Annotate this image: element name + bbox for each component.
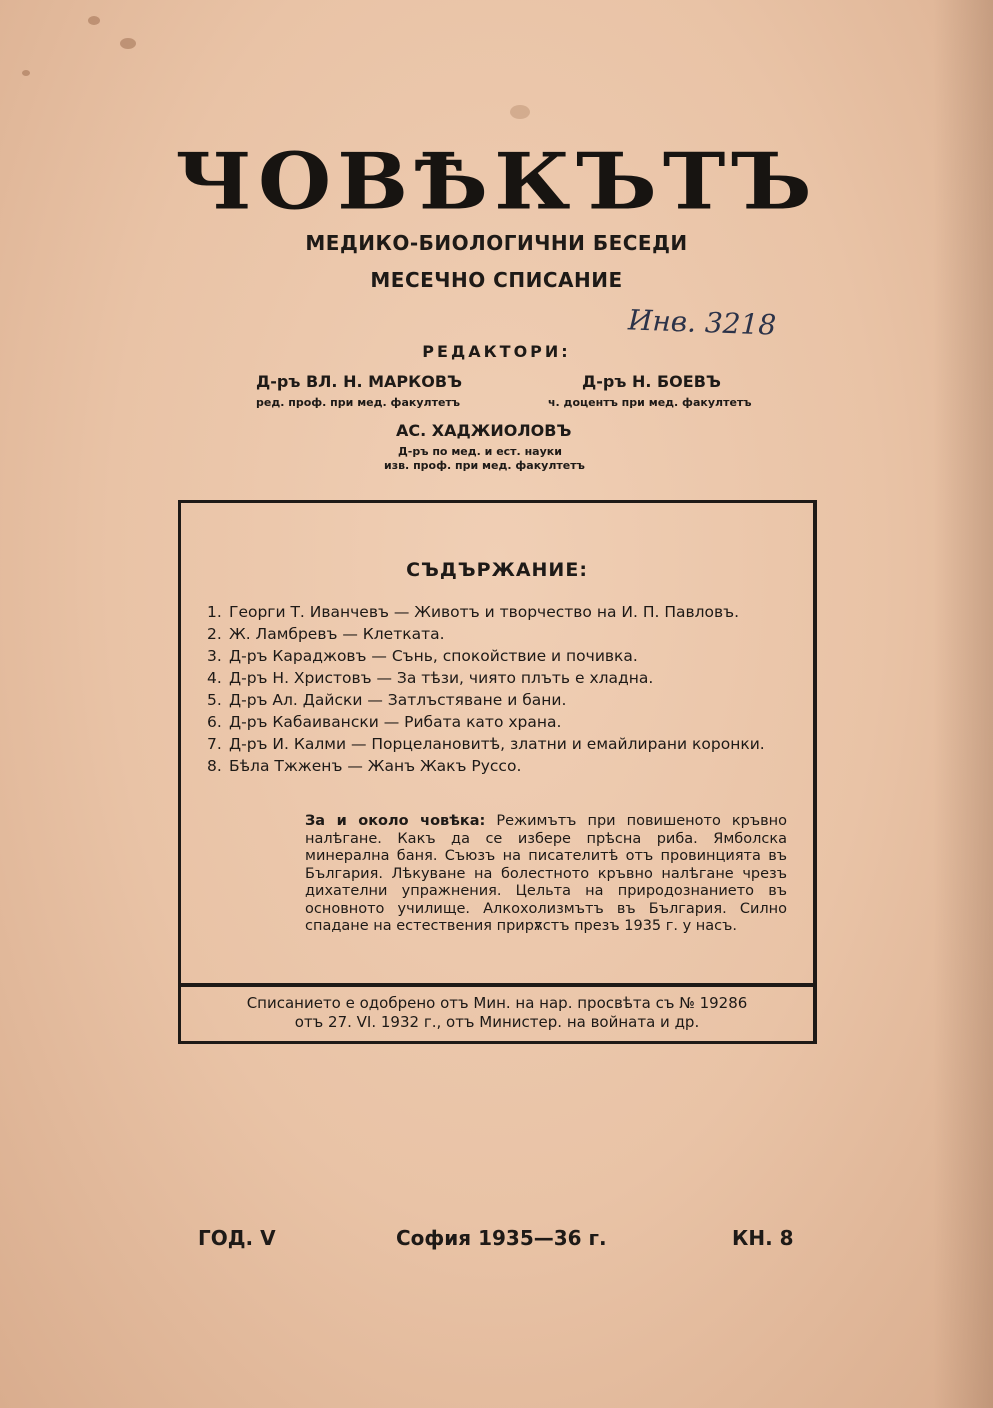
item-number: 6. — [207, 713, 222, 731]
item-text: Д-ръ Ал. Дайски — Затлъстяване и бани. — [229, 691, 567, 709]
paper-stain — [88, 16, 100, 25]
item-number: 2. — [207, 625, 222, 643]
editors-label: РЕДАКТОРИ: — [422, 342, 571, 361]
approval-line: отъ 27. VI. 1932 г., отъ Министер. на войната и др. — [294, 1013, 700, 1031]
magazine-title: ЧОВѢКЪТЪ — [175, 135, 818, 228]
item-number: 8. — [207, 757, 222, 775]
editor-role: изв. проф. при мед. факултетъ — [384, 459, 585, 472]
list-item — [207, 755, 792, 777]
list-item — [207, 689, 792, 711]
misc-label: За и около човѣка: — [305, 813, 486, 829]
editor-role: ред. проф. при мед. факултетъ — [256, 396, 461, 409]
magazine-subtitle: МЕДИКО-БИОЛОГИЧНИ БЕСЕДИ — [305, 231, 688, 255]
editor-name: Д-ръ Н. БОЕВЪ — [582, 372, 721, 391]
footer-place-date: София 1935—36 г. — [396, 1226, 607, 1250]
editor-name: АС. ХАДЖИОЛОВЪ — [396, 421, 572, 440]
contents-box — [178, 500, 817, 986]
item-text: Ж. Ламбревъ — Клетката. — [229, 625, 445, 643]
magazine-frequency: МЕСЕЧНО СПИСАНИЕ — [370, 268, 623, 292]
footer-issue: КН. 8 — [732, 1226, 794, 1250]
footer-year: ГОД. V — [198, 1226, 276, 1250]
list-item — [207, 645, 792, 667]
paper-stain — [120, 38, 136, 49]
approval-box — [178, 984, 817, 1044]
item-number: 7. — [207, 735, 222, 753]
item-text: Д-ръ Кабаивански — Рибата като храна. — [229, 713, 562, 731]
editor-role: Д-ръ по мед. и ест. науки — [398, 445, 562, 458]
item-text: Д-ръ Караджовъ — Сънь, спокойствие и почивка. — [229, 647, 638, 665]
list-item — [207, 711, 792, 733]
list-item — [207, 733, 792, 755]
item-text: Д-ръ Н. Христовъ — За тѣзи, чиято плъть е хладна. — [229, 669, 654, 687]
editor-role: ч. доцентъ при мед. факултетъ — [548, 396, 752, 409]
contents-list — [207, 601, 792, 777]
misc-text: Режимътъ при повишеното кръвно налѣгане. Какъ да се избере прѣсна риба. Ямболска минерална баня. Съюзъ на писателитѣ отъ провинцията въ България. Лѣкуване на болестното кръвно налѣгане чрезъ дихателни упражнения. Цельта на природознанието въ основното училище. Алкохолизмътъ въ България. Силно спадане на естествения прирѫстъ презъ 1935 г. у насъ. — [305, 813, 787, 934]
list-item — [207, 623, 792, 645]
misc-section — [305, 813, 787, 936]
editor-name: Д-ръ ВЛ. Н. МАРКОВЪ — [256, 372, 463, 391]
list-item — [207, 601, 792, 623]
item-text: Бѣла Тжженъ — Жанъ Жакъ Руссо. — [229, 757, 522, 775]
approval-line: Списанието е одобрено отъ Мин. на нар. просвѣта съ № 19286 — [246, 994, 748, 1012]
paper-stain — [22, 70, 30, 76]
item-number: 1. — [207, 603, 222, 621]
item-number: 3. — [207, 647, 222, 665]
list-item — [207, 667, 792, 689]
approval-text — [191, 994, 803, 1032]
paper-stain — [510, 105, 530, 119]
item-number: 4. — [207, 669, 222, 687]
item-number: 5. — [207, 691, 222, 709]
item-text: Георги Т. Иванчевъ — Животъ и творчество на И. П. Павловъ. — [229, 603, 740, 621]
item-text: Д-ръ И. Калми — Порцелановитѣ, златни и емайлирани коронки. — [229, 735, 765, 753]
contents-title: СЪДЪРЖАНИЕ: — [406, 559, 588, 581]
inventory-handwritten-note: Инв. 3218 — [627, 303, 777, 342]
